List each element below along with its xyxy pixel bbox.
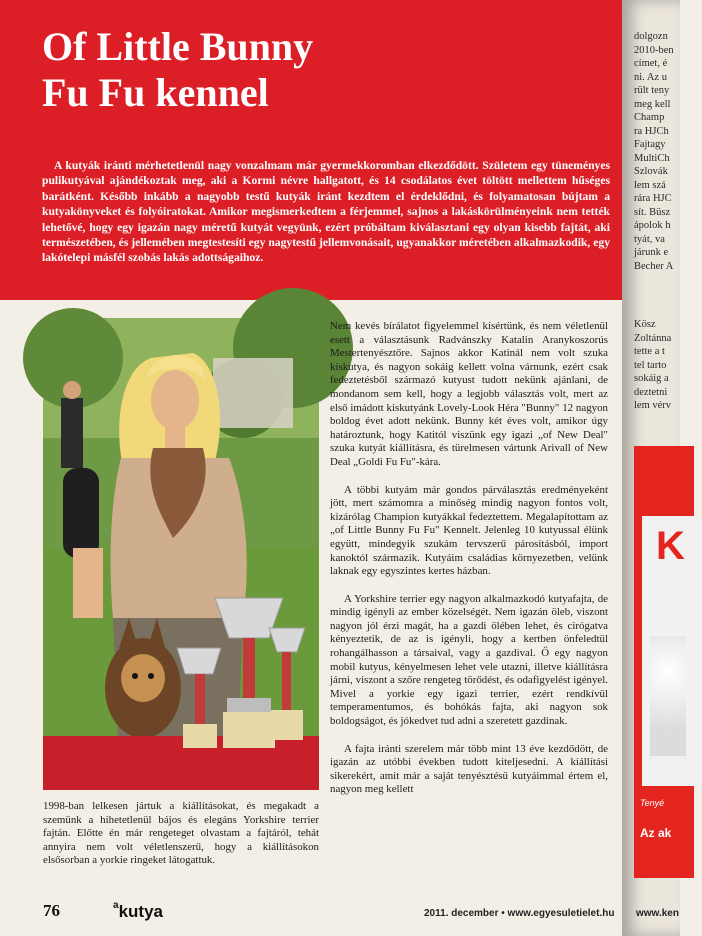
adjacent-footer: www.ken [636,908,679,919]
title-line-2: Fu Fu kennel [42,70,269,115]
header-band [0,0,622,300]
adjacent-line: ra HJCh [634,125,669,137]
adjacent-line: lem vérv [634,400,672,411]
adjacent-line: dolgozn [634,31,668,42]
adjacent-page-text-1 [634,30,694,273]
article-title [42,24,313,116]
left-paragraph-1: 1998-ban lelkesen jártuk a kiállításokat, és megakadt a szemünk a hihetetlenül bájos és elegáns Yorkshire terrier fajtán. Előtte én már rengeteget olvastam a fajtáról, tehát annyira nem volt véletlenszerű, hogy a kiállításokon elsősorban a yorkie ringeket látogattuk. [43,800,319,867]
ad-small-text: Tenyé [640,798,665,808]
adjacent-line: Zoltánna [634,332,672,344]
adjacent-line: Becher A [634,260,674,272]
adjacent-line: rára HJC [634,193,672,204]
adjacent-line: sít. Büsz [634,206,671,218]
adjacent-line: MultiCh [634,152,670,164]
adjacent-line: Szlovák [634,166,668,177]
right-paragraph-3: A Yorkshire terrier egy nagyon alkalmazkodó kutyafajta, de mindig igényli az ember közelségét. Nem igazán öleb, viszont nagyon jól érzi magát, ha a gazdi ölében lehet, és cirógatva kényeztetik, de az is igényli, hogy a kertben önfeledtül rohangálhasson a társaival, vagy a gazdival. Ő egy nagyon mobil kutyus, kényelmesen lehet vele utazni, illetve kiállításra járni, viszont a szőre rengeteg törődést, és odafigyelést igényel. Mivel a yorkie egy igazi terrier, ezért rendkívül temperamentumos, és bohókás fajta, aki nagyon sok boldogságot, és jókedvet tud adni a szeretett gazdinak. [330,592,608,728]
adjacent-line: deztetni [634,386,668,398]
adjacent-line: sokáig a [634,373,669,384]
adjacent-line: ápolok h [634,220,671,231]
left-column [43,800,319,868]
adjacent-line: 2010-ben [634,44,674,56]
right-paragraph-4: A fajta iránti szerelem már több mint 13 éve kezdődött, de igazán az utóbbi években tudott kiteljesedni. A kiállítási sikerekért, amit már a saját tenyésztésű kutyáimmal értem el, nagyon meg kellett [330,742,608,796]
right-paragraph-1: Nem kevés bírálatot figyelemmel kísértünk, és nem véletlenül esett a választásunk Radvánszky Katalin Aranykoszorús Mestertenyésztőre. Sajnos akkor Katinál nem volt szuka kiskutya, és nagyon sokáig kellett volna várnunk, ezért csak fedeztetésből származó kutyust tudott nekünk ajánlani, de mondanom sem kell, hogy a legjobb választás volt, mert az első imádott kiskutyánk Lovely-Look Héra "Bunny" 12 nagyon boldog évet adott nekünk. Bunny két éves volt, amikor úgy határoztunk, hogy Katitól viszünk egy igazi „of New Deal" szuka kutyát kiállításra, és türelmesen vártunk Arivall of New Deal „Goldi Fu Fu"-kára. [330,320,608,468]
adjacent-line: ni. Az u [634,71,667,83]
adjacent-line: rült teny [634,85,670,96]
ad-inner-panel [642,516,702,786]
adjacent-line: meg kell [634,98,671,110]
adjacent-advertisement [634,446,694,878]
adjacent-line: tel tarto [634,359,667,371]
adjacent-line: Kösz [634,319,656,330]
adjacent-page [622,0,685,936]
adjacent-line: tyát, va [634,233,665,245]
kennel-owner-photo [43,318,319,790]
adjacent-line: járunk e [634,247,669,258]
logo-word: kutya [118,902,163,921]
ad-snow-image [650,636,686,756]
ad-letter: K [656,524,685,568]
right-column [330,320,608,811]
magazine-logo [113,902,163,922]
adjacent-line: lem szá [634,179,666,191]
adjacent-page-text-2 [634,318,694,413]
right-paragraph-2: A többi kutyám már gondos párválasztás eredményeként jött, mert számomra a minőség mindig nagyon fontos volt, kizárólag Champion kutyákkal fedeztettem. Megalapítottam az „of Little Bunny Fu Fu" Kennelt. Jelenleg 10 kutyussal élünk együtt, mindegyik szukám tervszerű párosításból, import kanoktól származik. Kutyáim családias környezetben, velünk laknak egy egyszintes kertes házban. [330,483,608,578]
ad-caption: Az ak [640,826,672,840]
adjacent-line: tette a t [634,346,665,357]
adjacent-line: címet, é [634,58,668,69]
page-number: 76 [43,901,60,920]
title-line-1: Of Little Bunny [42,24,314,69]
intro-paragraph: A kutyák iránti mérhetetlenül nagy vonzalmam már gyermekkoromban elkezdődött. Születem egy tüneményes pulikutyával ajándékoztak meg, aki a Kormi névre hallgatott, és 14 csodálatos évet töltött mellettem hűséges barátként. Később inkább a nagyobb testű kutyák iránt kezdtem el érdeklődni, és folyamatosan bújtam a kutyakönyveket és folyóiratokat. Amikor megismerkedtem a férjemmel, sajnos a lakáskörülményeink nem tették lehetővé, hogy egy igazán nagy méretű kutyát vegyünk, ezért próbáltam kiválasztani egy olyan kisebb fajtát, aki természetében, és jellemében megtestesíti egy nagytestű jellemvonásait, ugyanakkor méretében alkalmazkodik, egy lakótelepi másfél szobás lakás adottságaihoz. [42,159,610,265]
adjacent-line: Fajtagy [634,139,666,150]
adjacent-line: Champ [634,112,665,123]
logo-prefix: a [113,900,119,911]
photo-illustration [43,318,319,790]
footer-date-site: 2011. december • www.egyesuletielet.hu [424,908,615,919]
